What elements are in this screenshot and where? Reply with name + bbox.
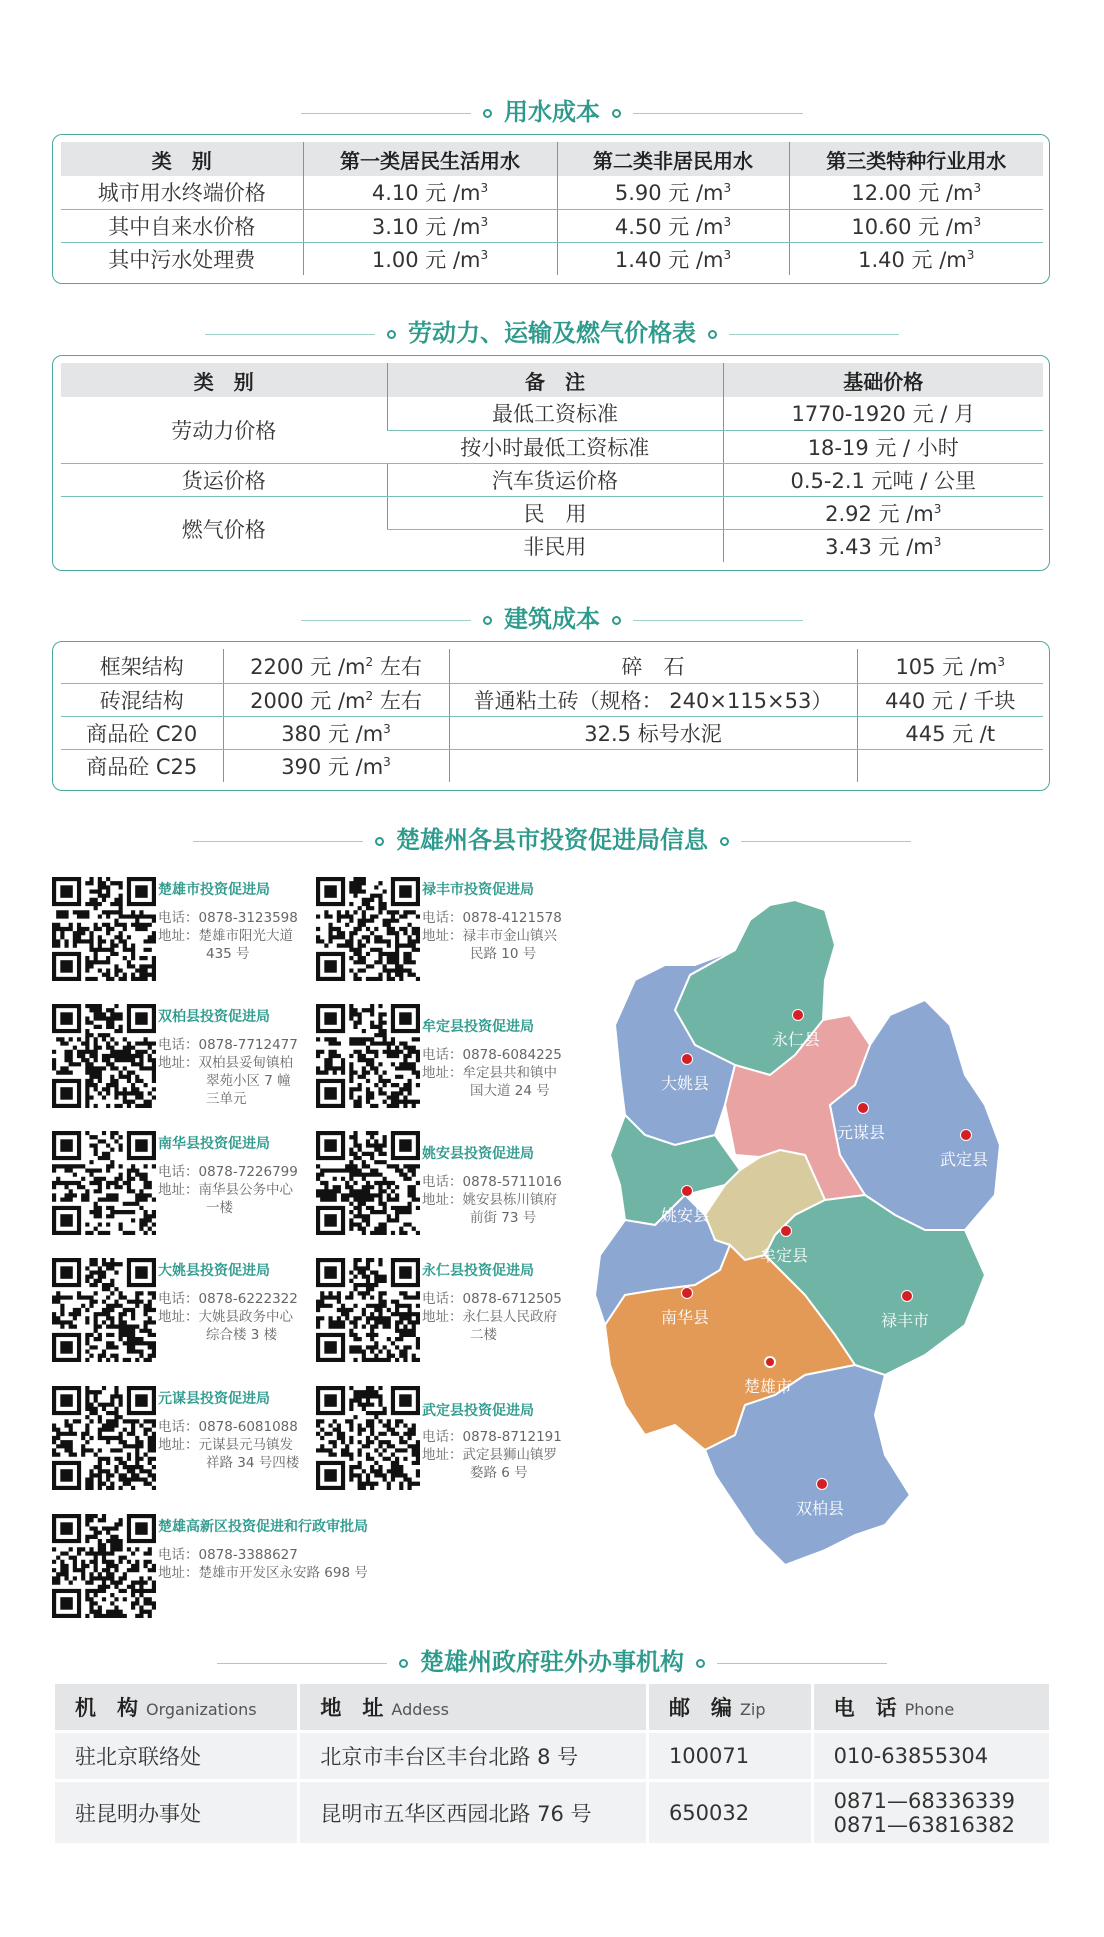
bureau-name: 禄丰市投资促进局 <box>422 882 534 898</box>
bureau-phone: 电话：0878-8712191 <box>422 1429 562 1445</box>
qr-code-icon[interactable] <box>52 1386 156 1490</box>
bureau-name: 永仁县投资促进局 <box>422 1263 534 1279</box>
section-title-offices <box>0 1642 1104 1677</box>
bureau-address: 地址：牟定县共和镇中国大道 24 号 <box>422 1065 557 1099</box>
bureau-name: 南华县投资促进局 <box>158 1136 270 1152</box>
water-cell: 1.40 元 $/m^3$ <box>789 242 1043 275</box>
map-city-marker <box>764 1356 776 1368</box>
water-row-label: 其中自来水价格 <box>61 209 303 242</box>
bureau-phone: 电话：0878-6712505 <box>422 1291 562 1307</box>
labor-header-category: 类 别 <box>61 363 387 397</box>
water-table <box>61 142 1043 275</box>
offices-header-zip: 邮 编 Zip <box>647 1683 812 1732</box>
water-cell: 10.60 元 $/m^3$ <box>789 209 1043 242</box>
map-county-label: 双柏县 <box>796 1499 845 1518</box>
gas-label: 燃气价格 <box>181 518 266 543</box>
qr-code-icon[interactable] <box>316 1131 420 1235</box>
labor-header-note: 备 注 <box>387 363 723 397</box>
building-table <box>61 649 1043 782</box>
building-cell: 商品砼 C25 <box>86 754 198 779</box>
qr-code-icon[interactable] <box>52 1131 156 1235</box>
table-row <box>61 176 1043 209</box>
map-city-marker <box>681 1053 693 1065</box>
bureau-item <box>52 1131 322 1236</box>
bureau-name: 元谋县投资促进局 <box>158 1391 270 1407</box>
freight-note: 汽车货运价格 <box>387 463 723 496</box>
office-addr: 昆明市五华区西园北路 76 号 <box>299 1781 648 1845</box>
table-row <box>61 749 1043 782</box>
office-org: 驻北京联络处 <box>54 1732 299 1781</box>
building-cell: 32.5 标号水泥 <box>449 716 857 749</box>
bureau-item <box>52 1514 452 1619</box>
hourly-wage-note: 按小时最低工资标准 <box>387 430 723 463</box>
qr-code-icon[interactable] <box>316 1386 420 1490</box>
section-title-labor <box>0 313 1104 348</box>
bureau-phone: 电话：0878-4121578 <box>422 910 562 926</box>
building-cell: 商品砼 C20 <box>61 716 223 749</box>
map-county-label: 南华县 <box>661 1308 710 1327</box>
freight-label: 货运价格 <box>61 463 387 496</box>
building-cell: 380 元 $/m^3$ <box>223 716 449 749</box>
table-row <box>61 242 1043 275</box>
section-title-text: 楚雄州各县市投资促进局信息 <box>396 826 708 854</box>
building-cell: 普通粘土砖（规格： 240×115×53） <box>449 683 857 716</box>
section-title-text: 楚雄州政府驻外办事机构 <box>420 1648 684 1676</box>
bureau-phone: 电话：0878-5711016 <box>422 1174 562 1190</box>
bureau-name: 双柏县投资促进局 <box>158 1009 270 1025</box>
water-header-category: 类 别 <box>61 142 303 176</box>
water-header-type2: 第二类非居民用水 <box>557 142 789 176</box>
hourly-wage-price: 18-19 元 / 小时 <box>723 430 1043 463</box>
table-row <box>54 1732 1051 1781</box>
office-phone: 0871—68336339 0871—63816382 <box>812 1781 1050 1845</box>
section-title-water <box>0 92 1104 127</box>
water-header-type1: 第一类居民生活用水 <box>303 142 557 176</box>
bureau-phone: 电话：0878-3388627 <box>158 1547 298 1563</box>
office-org: 驻昆明办事处 <box>54 1781 299 1845</box>
bureau-phone: 电话：0878-7226799 <box>158 1164 298 1180</box>
qr-code-icon[interactable] <box>52 1514 156 1618</box>
bureau-phone: 电话：0878-6081088 <box>158 1419 298 1435</box>
bureau-address: 地址：南华县公务中心一楼 <box>158 1182 293 1216</box>
gas-civil-note: 民 用 <box>387 496 723 529</box>
table-row <box>61 649 1043 683</box>
qr-code-icon[interactable] <box>52 1004 156 1108</box>
bureau-item <box>52 1258 322 1363</box>
map-county-label: 元谋县 <box>837 1123 886 1142</box>
map-city-marker <box>960 1129 972 1141</box>
bureau-address: 地址：楚雄市阳光大道 435 号 <box>158 928 293 962</box>
water-cell: 1.00 元 $/m^3$ <box>303 242 557 275</box>
bureau-name: 牟定县投资促进局 <box>422 1019 534 1035</box>
gas-noncivil-price: 3.43 元 $/m^3$ <box>723 529 1043 562</box>
offices-header-org: 机 构 Organizations <box>54 1683 299 1732</box>
map-county-label: 姚安县 <box>661 1206 710 1225</box>
map-city-marker <box>780 1225 792 1237</box>
building-cell <box>449 749 857 782</box>
table-row <box>61 209 1043 242</box>
map-city-marker <box>901 1290 913 1302</box>
map-county-label: 禄丰市 <box>881 1311 930 1330</box>
map-county-label: 武定县 <box>940 1150 989 1169</box>
building-cell: 390 元 $/m^3$ <box>223 749 449 782</box>
bureau-address: 地址：姚安县栋川镇府前街 73 号 <box>422 1192 557 1226</box>
building-cell: 碎 石 <box>449 649 857 683</box>
bureau-item <box>52 1004 322 1109</box>
freight-price: 0.5-2.1 元吨 / 公里 <box>723 463 1043 496</box>
qr-code-icon[interactable] <box>52 877 156 981</box>
map-city-marker <box>857 1102 869 1114</box>
building-cell <box>857 749 1043 782</box>
table-row <box>61 716 1043 749</box>
table-row <box>61 683 1043 716</box>
bureau-name: 大姚县投资促进局 <box>158 1263 270 1279</box>
building-cell: 105 元 $/m^3$ <box>857 649 1043 683</box>
labor-header-price: 基础价格 <box>723 363 1043 397</box>
water-row-label: 城市用水终端价格 <box>61 176 303 209</box>
water-header-type3: 第三类特种行业用水 <box>789 142 1043 176</box>
section-title-text: 劳动力、运输及燃气价格表 <box>408 319 696 347</box>
section-title-text: 建筑成本 <box>504 605 600 633</box>
bureau-item <box>316 1004 586 1109</box>
qr-code-icon[interactable] <box>316 1004 420 1108</box>
bureau-address: 地址：武定县狮山镇罗婺路 6 号 <box>422 1447 557 1481</box>
bureau-item <box>52 877 322 982</box>
offices-header-addr: 地 址 Addess <box>299 1683 648 1732</box>
qr-code-icon[interactable] <box>316 877 420 981</box>
map-county-label: 牟定县 <box>760 1246 809 1265</box>
gas-civil-price: 2.92 元 $/m^3$ <box>723 496 1043 529</box>
map-county-label: 永仁县 <box>772 1030 821 1049</box>
min-wage-note: 最低工资标准 <box>387 397 723 430</box>
water-cell: 1.40 元 $/m^3$ <box>557 242 789 275</box>
water-cell: 4.10 元 $/m^3$ <box>303 176 557 209</box>
office-addr: 北京市丰台区丰台北路 8 号 <box>299 1732 648 1781</box>
gas-noncivil-note: 非民用 <box>523 534 587 559</box>
bureau-phone: 电话：0878-7712477 <box>158 1037 298 1053</box>
water-row-label: 其中污水处理费 <box>108 247 256 272</box>
bureau-address: 地址：双柏县妥甸镇柏翠苑小区 7 幢三单元 <box>158 1055 293 1107</box>
table-row <box>54 1781 1051 1845</box>
bureau-address: 地址：永仁县人民政府二楼 <box>422 1309 557 1343</box>
labor-table <box>61 363 1043 562</box>
section-title-building <box>0 599 1104 634</box>
map-city-marker <box>816 1478 828 1490</box>
bureau-item <box>52 1386 322 1491</box>
bureau-name: 楚雄高新区投资促进和行政审批局 <box>158 1519 368 1535</box>
section-title-text: 用水成本 <box>504 98 600 126</box>
bureau-item <box>316 1386 586 1491</box>
section-title-invest <box>0 820 1104 855</box>
building-cell: 2000 元 $/m^2$ 左右 <box>223 683 449 716</box>
bureau-address: 地址：禄丰市金山镇兴民路 10 号 <box>422 928 557 962</box>
bureau-phone: 电话：0878-6222322 <box>158 1291 298 1307</box>
qr-code-icon[interactable] <box>316 1258 420 1362</box>
bureau-item <box>316 1258 586 1363</box>
map-city-marker <box>681 1185 693 1197</box>
map-city-marker <box>792 1009 804 1021</box>
building-cell: 框架结构 <box>61 649 223 683</box>
office-zip: 100071 <box>647 1732 812 1781</box>
water-cell: 4.50 元 $/m^3$ <box>557 209 789 242</box>
bureau-name: 武定县投资促进局 <box>422 1403 534 1419</box>
offices-table <box>52 1681 1052 1846</box>
bureau-name: 楚雄市投资促进局 <box>158 882 270 898</box>
bureau-item <box>316 877 586 982</box>
building-cell: 440 元 / 千块 <box>857 683 1043 716</box>
bureau-address: 地址：大姚县政务中心综合楼 3 楼 <box>158 1309 293 1343</box>
map-county-label: 大姚县 <box>661 1074 710 1093</box>
bureau-address: 地址：楚雄市开发区永安路 698 号 <box>158 1565 368 1581</box>
chuxiong-map <box>565 895 1055 1595</box>
office-phone: 010-63855304 <box>812 1732 1050 1781</box>
bureau-phone: 电话：0878-3123598 <box>158 910 298 926</box>
map-city-marker <box>681 1287 693 1299</box>
water-cell: 5.90 元 $/m^3$ <box>557 176 789 209</box>
office-zip: 650032 <box>647 1781 812 1845</box>
map-county-label: 楚雄市 <box>744 1377 793 1396</box>
offices-header-phone: 电 话 Phone <box>812 1683 1050 1732</box>
labor-label: 劳动力价格 <box>61 397 387 463</box>
building-cell: 2200 元 $/m^2$ 左右 <box>223 649 449 683</box>
bureau-item <box>316 1131 586 1236</box>
bureau-phone: 电话：0878-6084225 <box>422 1047 562 1063</box>
bureau-name: 姚安县投资促进局 <box>422 1146 534 1162</box>
qr-code-icon[interactable] <box>52 1258 156 1362</box>
min-wage-price: 1770-1920 元 / 月 <box>723 397 1043 430</box>
building-cell: 445 元 /t <box>857 716 1043 749</box>
building-cell: 砖混结构 <box>61 683 223 716</box>
water-cell: 12.00 元 $/m^3$ <box>789 176 1043 209</box>
bureau-address: 地址：元谋县元马镇发祥路 34 号四楼 <box>158 1437 300 1471</box>
water-cell: 3.10 元 $/m^3$ <box>303 209 557 242</box>
